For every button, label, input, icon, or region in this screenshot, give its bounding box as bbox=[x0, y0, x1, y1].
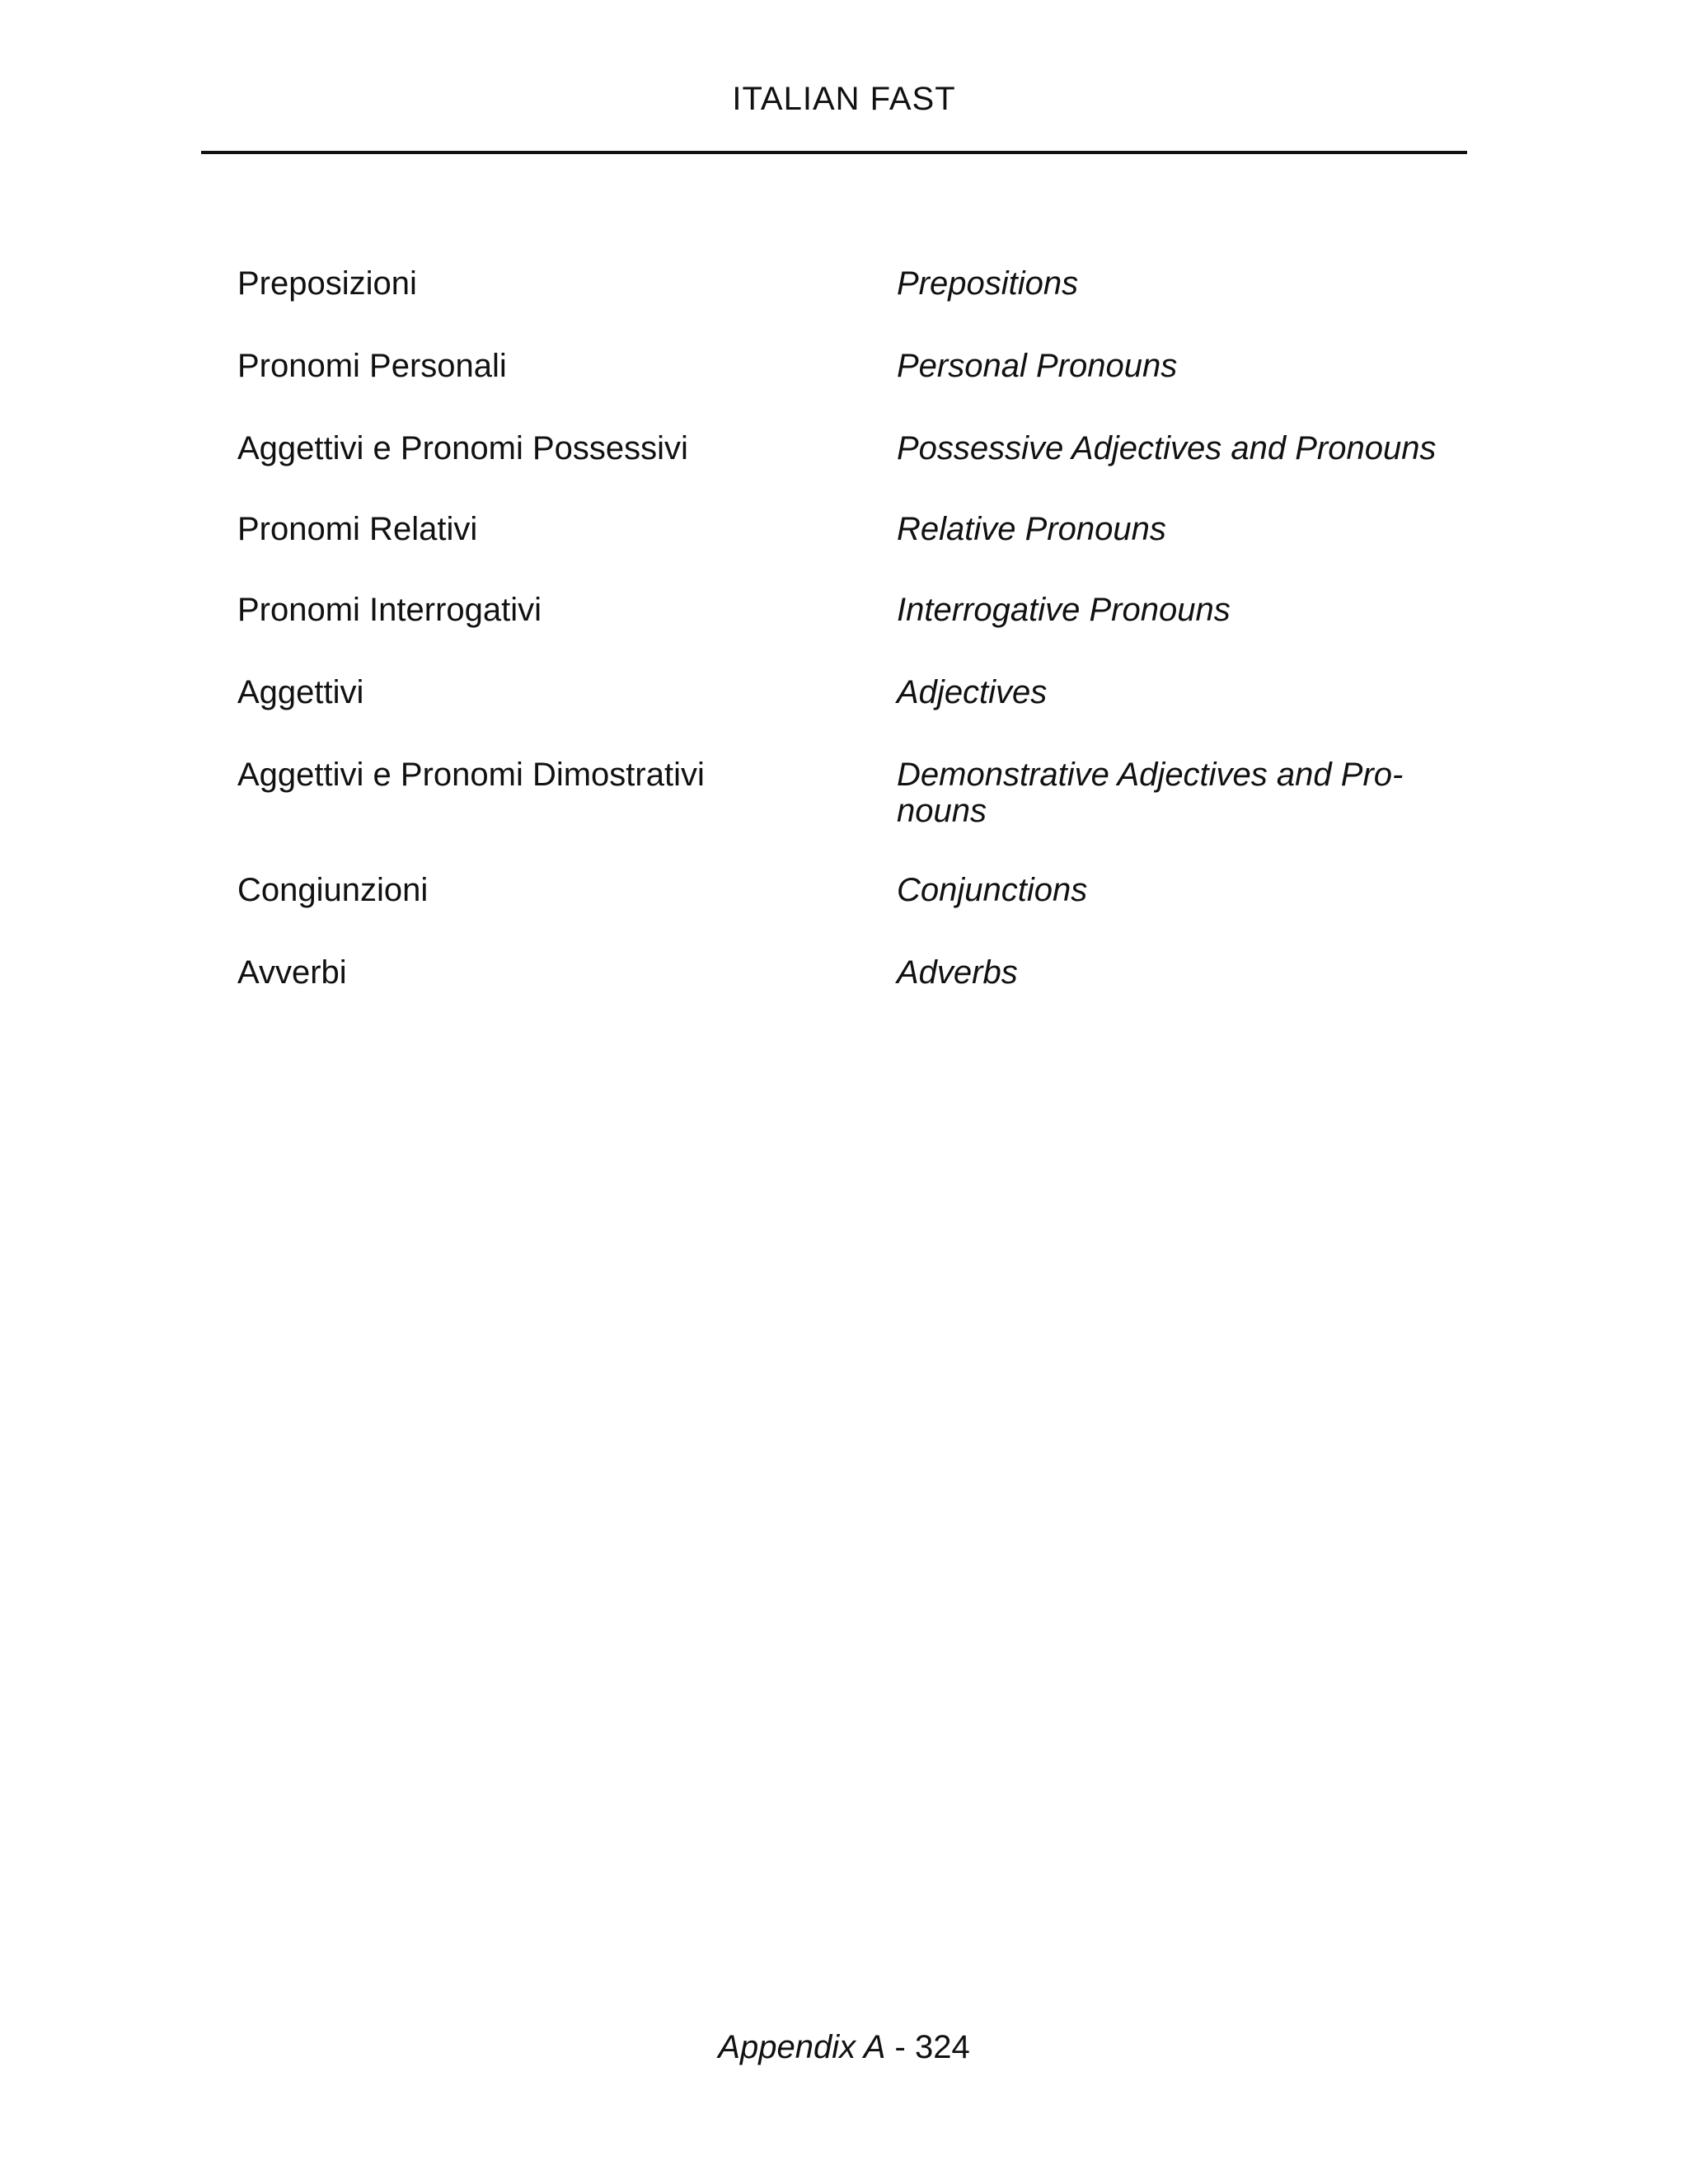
english-term: Conjunctions bbox=[897, 872, 1088, 908]
english-term: Prepositions bbox=[897, 265, 1079, 302]
italian-term: Pronomi Relativi bbox=[237, 511, 478, 547]
italian-term: Pronomi Personali bbox=[237, 348, 507, 384]
page-header-title: ITALIAN FAST bbox=[732, 81, 956, 117]
italian-term: Pronomi Interrogativi bbox=[237, 592, 542, 628]
english-term: Possessive Adjectives and Pronouns bbox=[897, 430, 1437, 466]
english-term: Demonstrative Adjectives and Pro-nouns bbox=[897, 757, 1404, 829]
english-term: Relative Pronouns bbox=[897, 511, 1166, 547]
english-term: Personal Pronouns bbox=[897, 348, 1178, 384]
italian-term: Aggettivi e Pronomi Dimostrativi bbox=[237, 757, 705, 793]
italian-term: Congiunzioni bbox=[237, 872, 429, 908]
italian-term: Preposizioni bbox=[237, 265, 417, 302]
english-term: Adverbs bbox=[897, 954, 1018, 991]
page-number: 324 bbox=[914, 2029, 970, 2065]
english-term: Adjectives bbox=[897, 674, 1048, 710]
italian-term: Aggettivi bbox=[237, 674, 364, 710]
english-term: Interrogative Pronouns bbox=[897, 592, 1231, 628]
italian-term: Avverbi bbox=[237, 954, 347, 991]
page-footer bbox=[0, 2029, 1688, 2066]
footer-separator: - bbox=[885, 2029, 915, 2065]
italian-term: Aggettivi e Pronomi Possessivi bbox=[237, 430, 688, 466]
appendix-label: Appendix A bbox=[718, 2029, 886, 2065]
